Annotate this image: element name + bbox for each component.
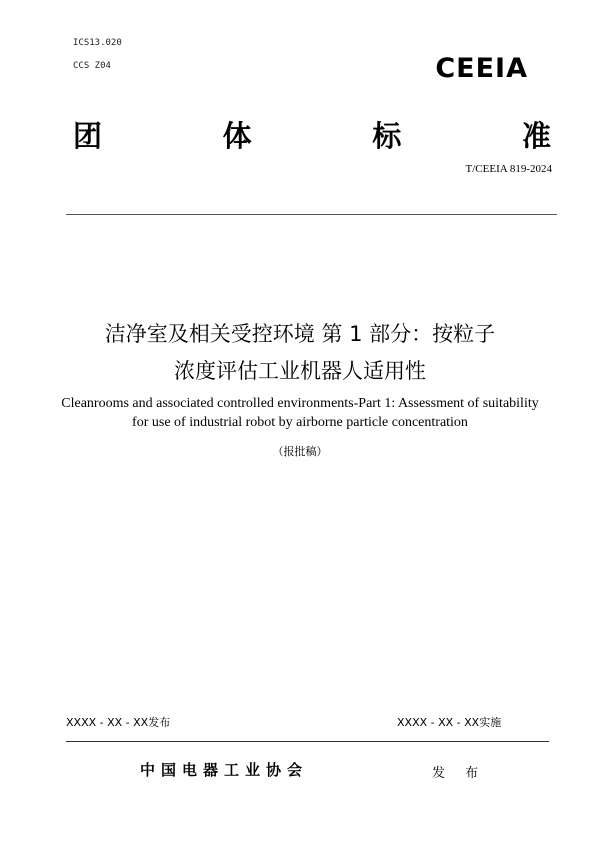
implement-date: XXXX - XX - XX实施 [397,716,502,729]
doc-type-char: 体 [222,119,252,153]
issuing-organization: 中国电器工业协会 [140,761,309,779]
publish-label: 发 布 [432,766,487,781]
chinese-title-line-1: 洁净室及相关受控环境 第 1 部分：按粒子 [104,322,496,346]
english-title-line-2: for use of industrial robot by airborne particle concentration [132,415,468,430]
publish-date: XXXX - XX - XX发布 [66,716,171,729]
ceeia-logo: CEEIA [435,53,528,84]
english-title-line-1: Cleanrooms and associated controlled environments-Part 1: Assessment of suitability [61,396,539,411]
ics-code: ICS13.020 [73,38,122,48]
footer-divider [66,741,549,742]
header-divider [66,214,557,215]
doc-type-char: 标 [372,119,402,153]
doc-type-char: 团 [73,119,103,153]
doc-type-char: 准 [521,119,551,153]
document-type [73,114,551,155]
chinese-title-line-2: 浓度评估工业机器人适用性 [174,359,426,383]
standard-number: T/CEEIA 819-2024 [465,163,552,175]
draft-status: （报批稿） [272,445,328,458]
ccs-code: CCS Z04 [73,61,111,71]
